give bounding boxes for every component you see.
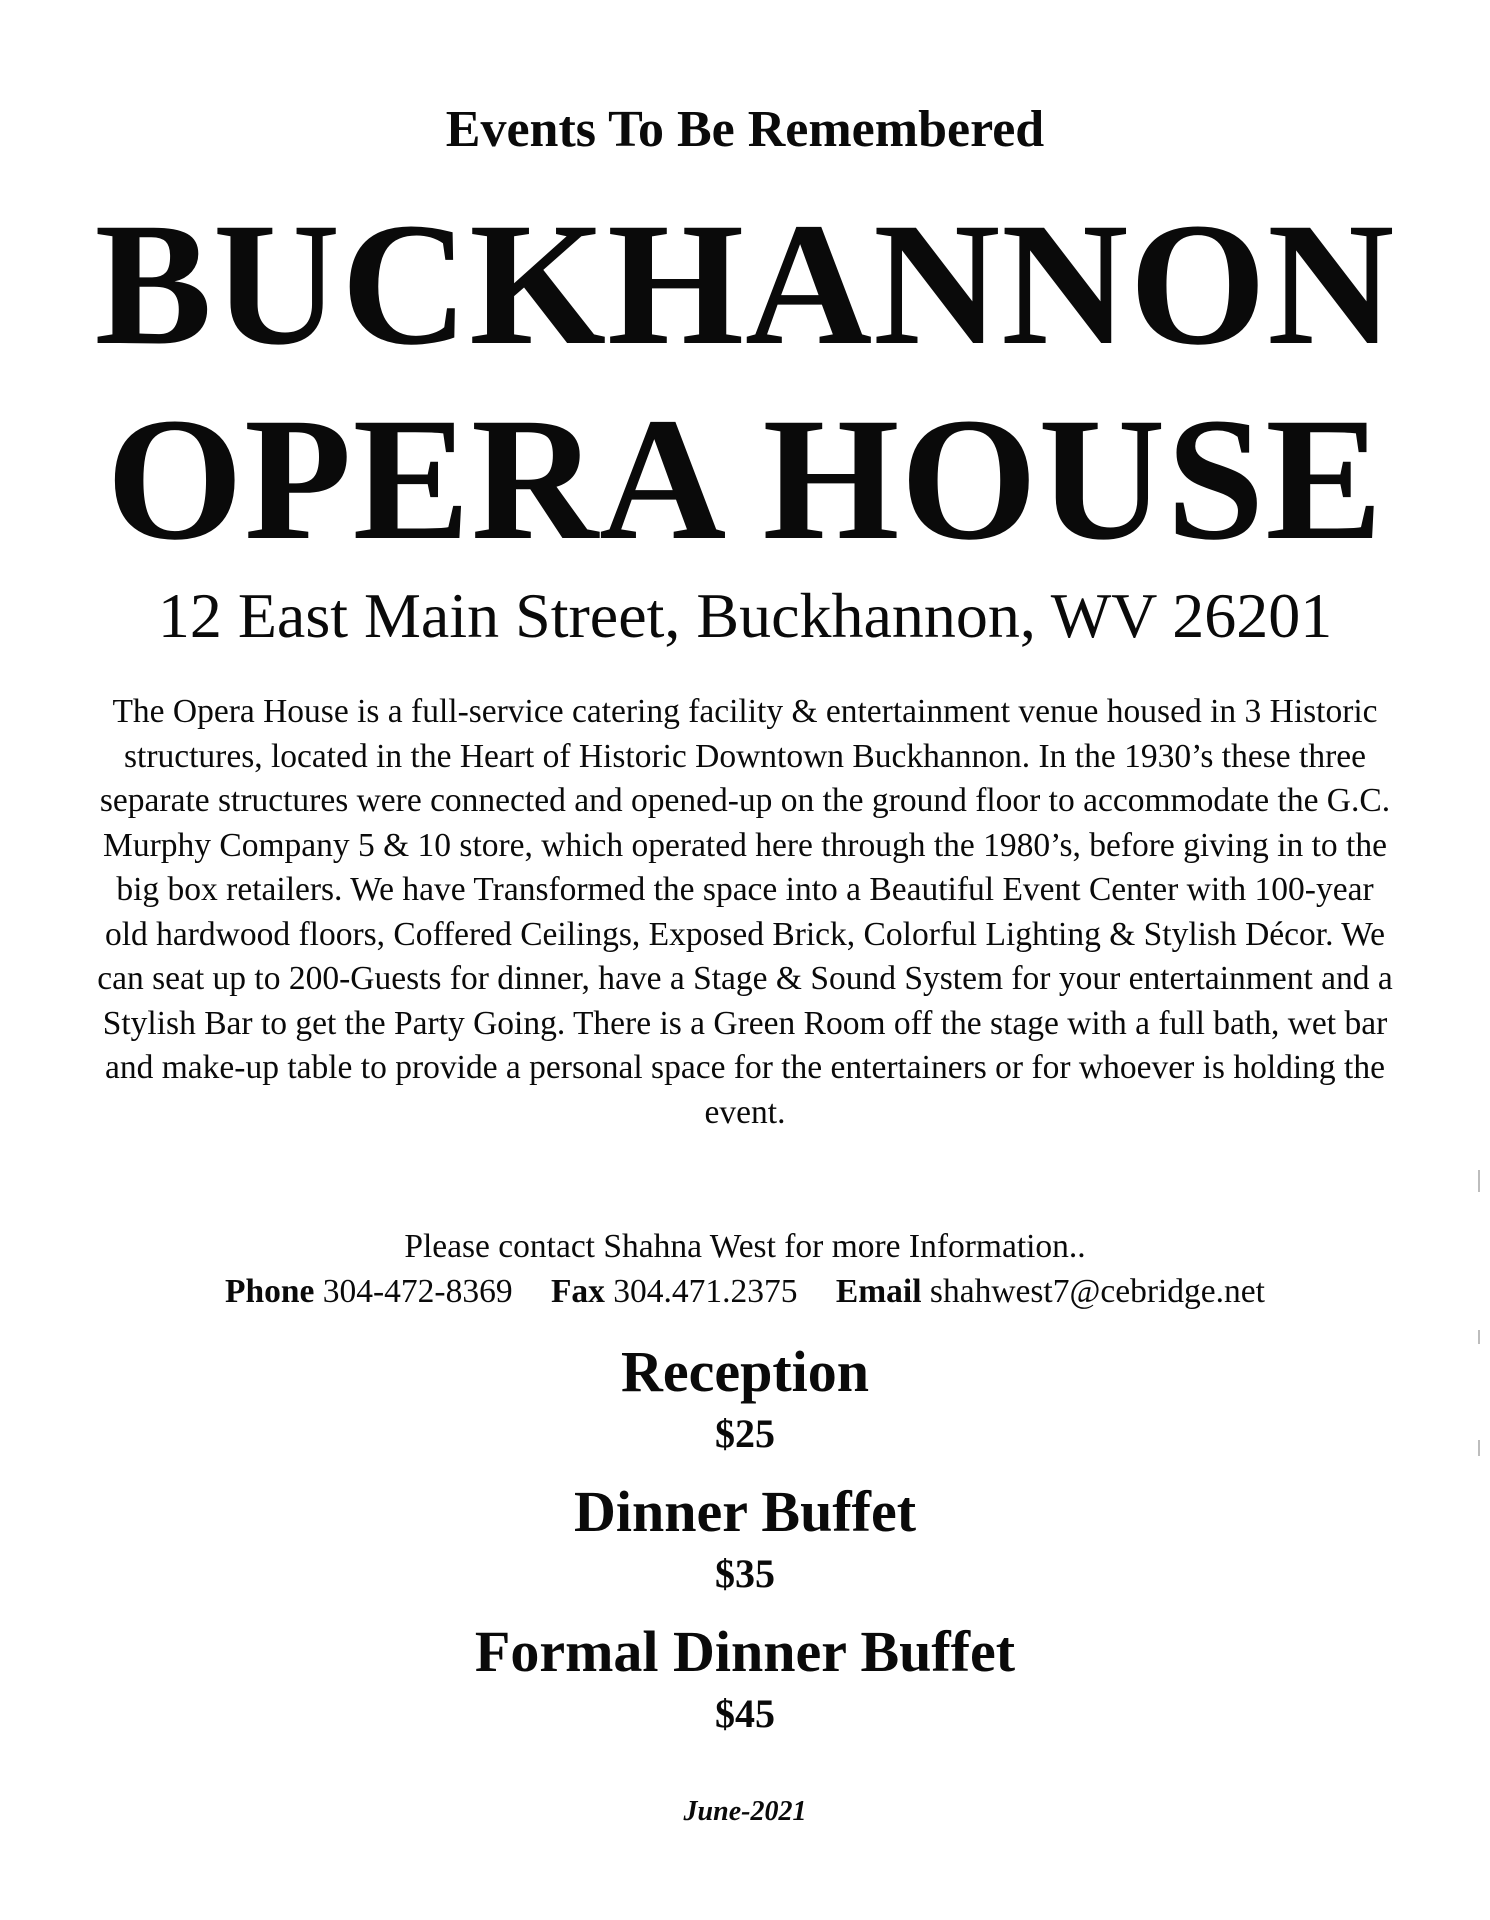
fax-label: Fax bbox=[550, 1273, 605, 1310]
venue-title-line-1: BUCKHANNON bbox=[94, 187, 1396, 382]
phone-number: 304-472-8369 bbox=[322, 1273, 513, 1310]
package-price-dinner-buffet: $35 bbox=[715, 1551, 775, 1596]
fax-number: 304.471.2375 bbox=[613, 1273, 798, 1310]
email-address: shahwest7@cebridge.net bbox=[929, 1273, 1265, 1310]
footer-date: June-2021 bbox=[683, 1796, 807, 1827]
package-price-reception: $25 bbox=[715, 1411, 775, 1456]
phone-label: Phone bbox=[225, 1273, 315, 1310]
scan-edge-mark bbox=[1478, 1330, 1480, 1344]
package-name-dinner-buffet: Dinner Buffet bbox=[573, 1479, 917, 1544]
contact-intro: Please contact Shahna West for more Information.. bbox=[404, 1228, 1086, 1265]
package-name-reception: Reception bbox=[620, 1339, 870, 1404]
venue-description: The Opera House is a full-service catering facility & entertainment venue housed in 3 Historic structures, located in the Heart of Historic Downtown Buckhannon. In the 1930’s these three separate structures were connected and opened-up on the ground floor to accommodate the G.C. Murphy Company 5 & 10 store, which operated here through the 1980’s, before giving in to the big box retailers. We have Transformed the space into a Beautiful Event Center with 100-year old hardwood floors, Coffered Ceilings, Exposed Brick, Colorful Lighting & Stylish Décor. We can seat up to 200-Guests for dinner, have a Stage & Sound System for your entertainment and a Stylish Bar to get the Party Going. There is a Green Room off the stage with a full bath, wet bar and make-up table to provide a personal space for the entertainers or for whoever is holding the event. bbox=[97, 693, 1393, 1131]
package-price-formal-dinner-buffet: $45 bbox=[715, 1691, 775, 1736]
contact-details bbox=[0, 1270, 1490, 1314]
venue-title-line-2: OPERA HOUSE bbox=[106, 382, 1384, 577]
package-name-formal-dinner-buffet: Formal Dinner Buffet bbox=[474, 1619, 1016, 1684]
scan-edge-mark bbox=[1478, 1440, 1480, 1456]
kicker-heading: Events To Be Remembered bbox=[445, 101, 1045, 158]
email-label: Email bbox=[835, 1273, 922, 1310]
venue-address: 12 East Main Street, Buckhannon, WV 26201 bbox=[157, 580, 1333, 651]
scan-edge-mark bbox=[1478, 1170, 1480, 1192]
